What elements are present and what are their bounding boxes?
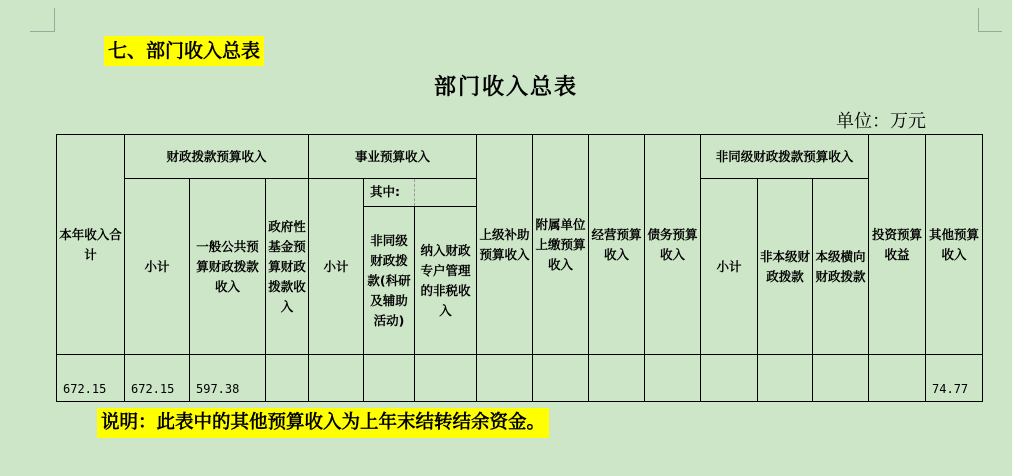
value-affiliated-remit [533, 355, 589, 402]
value-business-subtotal [309, 355, 364, 402]
header-fiscal-general: 一般公共预算财政拨款收入 [190, 179, 266, 355]
header-business-group: 事业预算收入 [309, 135, 477, 179]
margin-corner-mark [978, 31, 1002, 32]
value-nonpeer-subtotal [701, 355, 758, 402]
header-business-nonpeer: 非同级财政拨款(科研及辅助活动) [364, 207, 415, 355]
header-affiliated-remit: 附属单位上缴预算收入 [533, 135, 589, 355]
header-fiscal-group: 财政拨款预算收入 [125, 135, 309, 179]
header-fiscal-fund: 政府性基金预算财政拨款收入 [266, 179, 309, 355]
header-investment: 投资预算收益 [869, 135, 926, 355]
header-nonpeer-group: 非同级财政拨款预算收入 [701, 135, 869, 179]
value-business-nonpeer [364, 355, 415, 402]
header-superior-subsidy: 上级补助预算收入 [477, 135, 533, 355]
value-total-income: 672.15 [57, 355, 125, 402]
value-other: 74.77 [926, 355, 983, 402]
header-total-income: 本年收入合计 [57, 135, 125, 355]
value-nonpeer-horizontal [813, 355, 869, 402]
value-nonpeer-nonlocal [758, 355, 813, 402]
header-debt: 债务预算收入 [645, 135, 701, 355]
value-debt [645, 355, 701, 402]
margin-corner-mark [54, 8, 55, 32]
header-business-gap [415, 179, 477, 207]
document-title: 部门收入总表 [433, 75, 578, 100]
value-investment [869, 355, 926, 402]
value-business-special [415, 355, 477, 402]
value-fiscal-subtotal: 672.15 [125, 355, 190, 402]
header-nonpeer-nonlocal: 非本级财政拨款 [758, 179, 813, 355]
margin-corner-mark [30, 31, 54, 32]
header-business-of-which: 其中: [364, 179, 415, 207]
section-heading: 七、部门收入总表 [104, 36, 264, 66]
margin-corner-mark [978, 8, 979, 32]
value-operating [589, 355, 645, 402]
header-business-subtotal: 小计 [309, 179, 364, 355]
header-nonpeer-subtotal: 小计 [701, 179, 758, 355]
header-operating: 经营预算收入 [589, 135, 645, 355]
table-note: 说明：此表中的其他预算收入为上年末结转结余资金。 [97, 408, 549, 438]
header-nonpeer-horizontal: 本级横向财政拨款 [813, 179, 869, 355]
value-superior-subsidy [477, 355, 533, 402]
header-other: 其他预算收入 [926, 135, 983, 355]
income-summary-table [56, 134, 983, 402]
header-fiscal-subtotal: 小计 [125, 179, 190, 355]
unit-label: 单位：万元 [836, 111, 926, 132]
value-fiscal-general: 597.38 [190, 355, 266, 402]
header-business-special: 纳入财政专户管理的非税收入 [415, 207, 477, 355]
value-fiscal-fund [266, 355, 309, 402]
